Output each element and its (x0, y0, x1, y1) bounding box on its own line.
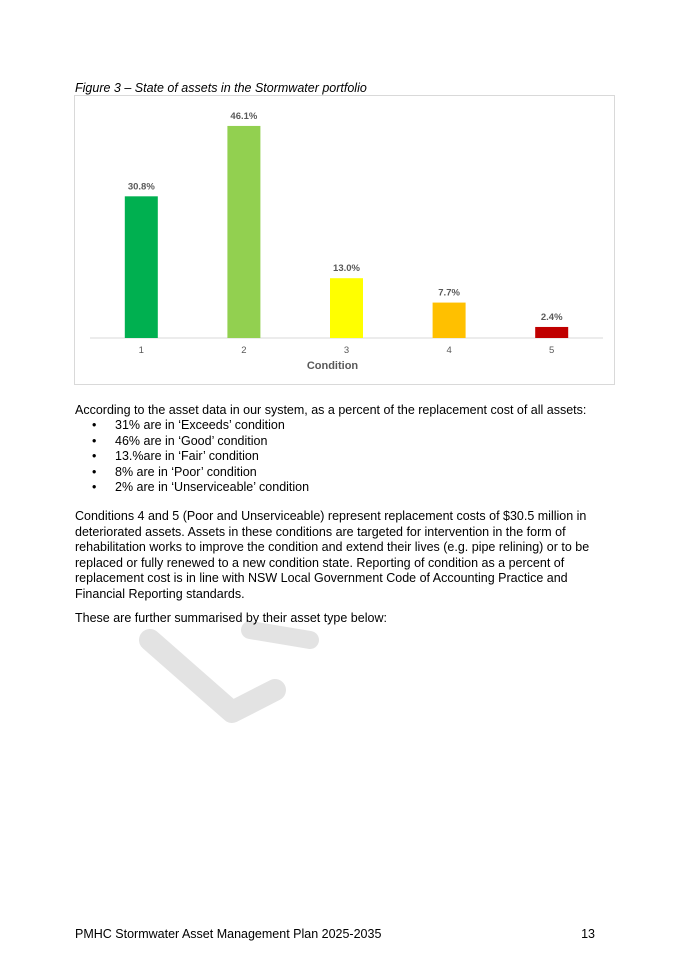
bullet-item (75, 434, 309, 450)
watermark-stroke (150, 640, 275, 712)
x-tick-label: 3 (343, 345, 350, 356)
data-label: 30.8% (127, 181, 155, 193)
bar (227, 126, 260, 338)
data-label: 13.0% (333, 263, 360, 275)
x-tick-label: 4 (446, 345, 452, 356)
bullet-text: 2% are in ‘Unserviceable’ condition (115, 480, 310, 494)
bullet-item (75, 480, 309, 496)
bar (330, 278, 363, 338)
condition-paragraph: Conditions 4 and 5 (Poor and Unserviceable) represent replacement costs of $30.5 million in deteriorated assets. Assets in these conditions are targeted for intervention in the form of rehabilitation works to improve the condition and extend their lives (e.g. pipe relining) or to be replaced or fully renewed to a new condition state. Reporting of condition as a percent of replacement cost is in line with NSW Local Government Code of Accounting Practice and Financial Reporting standards. (75, 509, 590, 601)
figure-caption: Figure 3 – State of assets in the Stormwater portfolio (75, 81, 367, 95)
bar (125, 196, 158, 338)
intro-text: According to the asset data in our system, as a percent of the replacement cost of all assets: (75, 403, 587, 417)
data-label: 7.7% (438, 287, 460, 299)
bullet-text: 13.%are in ‘Fair’ condition (115, 449, 259, 463)
watermark-stroke (250, 630, 310, 640)
bar (433, 303, 466, 338)
x-tick-label: 2 (241, 345, 247, 356)
bullet-text: 31% are in ‘Exceeds’ condition (115, 418, 285, 432)
bullet-text: 8% are in ‘Poor’ condition (115, 464, 257, 479)
page-number: 13 (581, 927, 595, 941)
footer-title: PMHC Stormwater Asset Management Plan 2025-2035 (75, 927, 382, 941)
data-label: 2.4% (540, 311, 563, 323)
condition-bullet-list (75, 418, 309, 496)
bullet-item (75, 449, 309, 465)
bullet-dot: • (92, 480, 97, 494)
bullet-dot: • (92, 464, 97, 479)
bullet-text: 46% are in ‘Good’ condition (115, 433, 268, 448)
bullet-dot: • (92, 433, 97, 448)
bullet-dot: • (92, 449, 97, 463)
x-tick-label: 5 (549, 345, 555, 356)
bullet-dot: • (92, 418, 97, 432)
data-label: 46.1% (230, 110, 258, 122)
closing-sentence: These are further summarised by their asset type below: (75, 611, 387, 625)
x-axis-title: Condition (306, 360, 359, 372)
bullet-item (75, 465, 309, 481)
condition-chart (74, 95, 615, 385)
bar (535, 327, 568, 338)
bullet-item (75, 418, 309, 434)
chart-svg (75, 96, 616, 386)
x-tick-label: 1 (138, 345, 144, 356)
